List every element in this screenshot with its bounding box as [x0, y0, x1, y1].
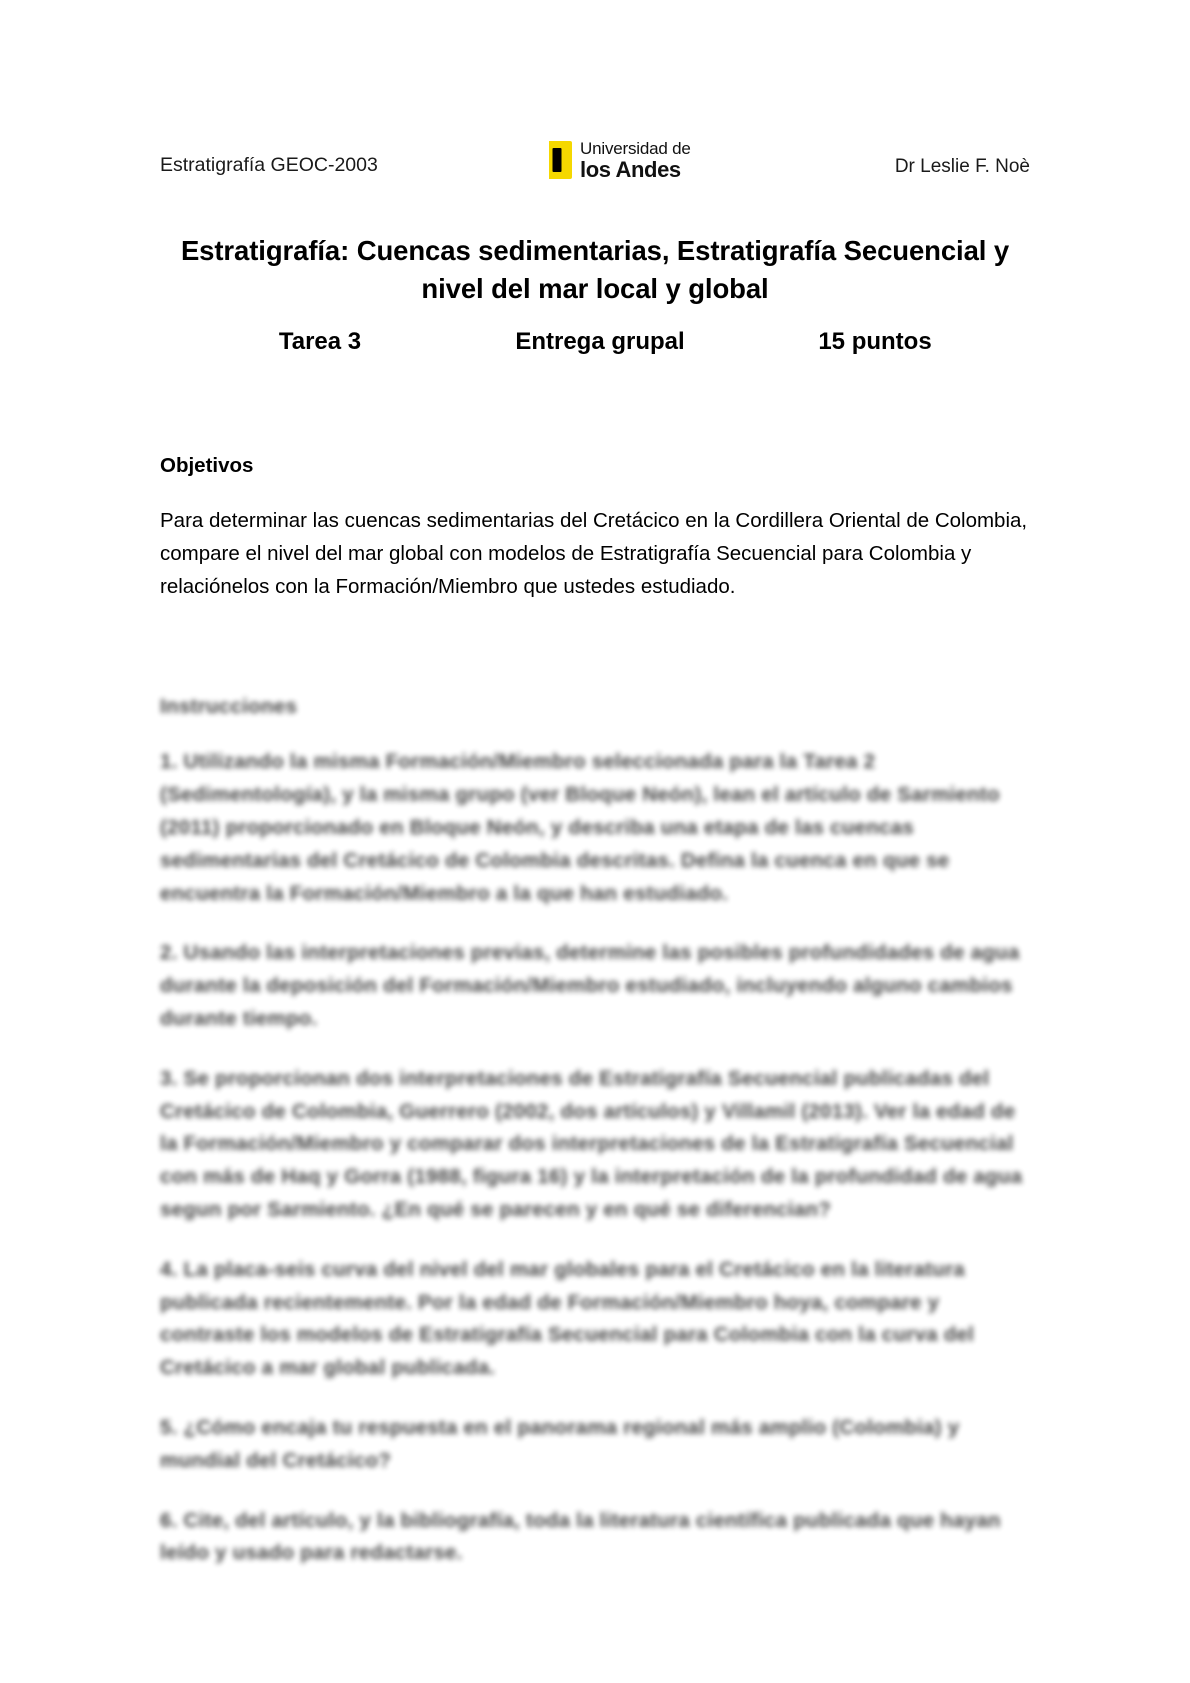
objectives-text: Para determinar las cuencas sedimentarias del Cretácico en la Cordillera Oriental de Colombia, compare el nivel del mar global con modelos de Estratigrafía Secuencial para Colombia y relaciónelos con la Formación/Miembro que ustedes estudiado.	[160, 508, 1028, 599]
instruction-item: 5. ¿Cómo encaja tu respuesta en el panorama regional más amplio (Colombia) y mundial del Cretácico?	[160, 1416, 960, 1472]
instructions-heading: Instrucciones	[160, 695, 298, 719]
instruction-item: 4. La placa-seis curva del nivel del mar globales para el Cretácico en la literatura publicada recientemente. Por la edad de Formación/Miembro hoya, compare y contraste los modelos de Estratigrafía Secuencial para Colombia con la curva del Cretácico a mar global publicada.	[160, 1257, 975, 1380]
instruction-item: 2. Usando las interpretaciones previas, determine las posibles profundidades de agua durante la deposición del Formación/Miembro estudiado, incluyendo alguno cambios durante tiempo.	[160, 941, 1020, 1031]
university-logo-line1: Universidad de	[580, 139, 691, 158]
assignment-meta	[160, 328, 1030, 356]
university-logo	[542, 140, 691, 181]
instructions-section	[160, 695, 1030, 1570]
instruction-item: 3. Se proporcionan dos interpretaciones de Estratigrafía Secuencial publicadas del Cretácico de Colombia, Guerrero (2002, dos artículos) y Villamil (2013). Ver la edad de la Formación/Miembro y comparar dos interpretaciones de la Estratigrafía Secuencial con más de Haq y Gorra (1988, figura 16) y la interpretación de la profundidad de agua segun por Sarmiento. ¿En qué se parecen y en qué se diferencian?	[160, 1066, 1023, 1222]
page-title	[160, 232, 1030, 308]
author-name: Dr Leslie F. Noè	[894, 156, 1030, 177]
instruction-item: 1. Utilizando la misma Formación/Miembro seleccionada para la Tarea 2 (Sedimentología), y la misma grupo (ver Bloque Neón), lean el artículo de Sarmiento (2011) proporcionado en Bloque Neón, y describa una etapa de las cuencas sedimentarias del Cretácico de Colombia descritas. Defina la cuenca en que se encuentra la Formación/Miembro a la que han estudiado.	[160, 750, 1000, 905]
assignment-points: 15 puntos	[818, 327, 932, 355]
assignment-delivery: Entrega grupal	[515, 327, 685, 355]
objectives-heading: Objetivos	[160, 453, 254, 477]
university-logo-line2: los Andes	[580, 156, 681, 182]
university-logo-icon	[542, 141, 572, 179]
university-logo-text	[580, 140, 691, 181]
assignment-task: Tarea 3	[278, 327, 362, 355]
page-header	[160, 0, 1030, 204]
course-code: Estratigrafía GEOC-2003	[160, 154, 378, 176]
page-title-line2: nivel del mar local y global	[421, 272, 769, 304]
page-title-line1: Estratigrafía: Cuencas sedimentarias, Estratigrafía Secuencial y	[180, 235, 1010, 266]
instruction-item: 6. Cite, del artículo, y la bibliografía, toda la literatura científica publicada que hayan leído y usado para redactarse.	[160, 1508, 1001, 1565]
